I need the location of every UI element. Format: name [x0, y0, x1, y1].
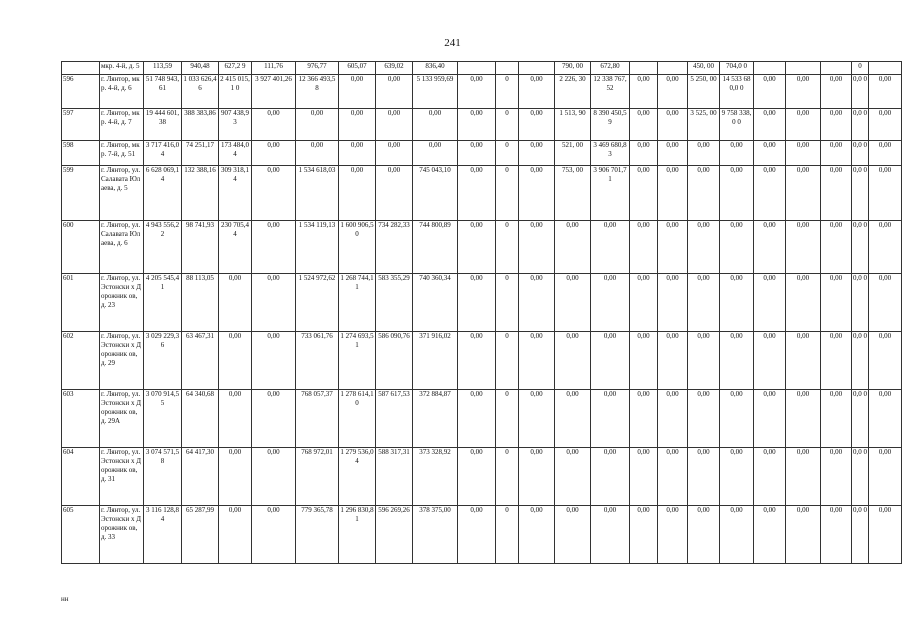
value-cell: 0,00: [658, 390, 688, 448]
value-cell: 6 628 069,14: [144, 166, 182, 221]
table-row: [62, 109, 902, 141]
table-row: [62, 390, 902, 448]
value-cell: 12 366 493,58: [296, 75, 339, 109]
value-cell: 0,00: [339, 109, 376, 141]
value-cell: 0,00: [252, 141, 296, 166]
value-cell: 0,00: [754, 332, 786, 390]
value-cell: 0,00: [591, 274, 630, 332]
row-number: 605: [62, 506, 100, 564]
value-cell: 0,00: [458, 332, 496, 390]
address-cell: г. Лянтор, мкр. 7-й, д. 51: [100, 141, 144, 166]
value-cell: 740 360,34: [413, 274, 458, 332]
address-cell: г. Лянтор, ул. Эстонски х Дорожник ов, д. 23: [100, 274, 144, 332]
value-cell: 0,00: [869, 141, 902, 166]
value-cell: 0,00: [821, 141, 852, 166]
value-cell: 0,00: [591, 390, 630, 448]
value-cell: 0,00: [786, 332, 821, 390]
value-cell: 1 296 830,81: [339, 506, 376, 564]
value-cell: 1 278 614,10: [339, 390, 376, 448]
value-cell: [458, 62, 496, 75]
value-cell: 0,00: [720, 166, 754, 221]
value-cell: 0,00: [786, 75, 821, 109]
value-cell: 0,00: [658, 221, 688, 274]
value-cell: 3 116 128,84: [144, 506, 182, 564]
value-cell: 0,00: [754, 448, 786, 506]
value-cell: 0,00: [339, 75, 376, 109]
value-cell: 0,00: [458, 166, 496, 221]
value-cell: 0: [496, 166, 519, 221]
value-cell: 0,00: [630, 166, 658, 221]
value-cell: 1 033 626,46: [182, 75, 219, 109]
address-cell: г. Лянтор, ул. Эстонски х Дорожник ов, д. 31: [100, 448, 144, 506]
table-row: [62, 75, 902, 109]
value-cell: 0,00: [720, 390, 754, 448]
value-cell: 588 317,31: [376, 448, 413, 506]
value-cell: 672,80: [591, 62, 630, 75]
value-cell: 0,00: [869, 274, 902, 332]
value-cell: [754, 62, 786, 75]
value-cell: [869, 62, 902, 75]
value-cell: 2 226, 30: [555, 75, 591, 109]
value-cell: 0,00: [252, 390, 296, 448]
value-cell: 0,00: [720, 448, 754, 506]
value-cell: 74 251,17: [182, 141, 219, 166]
value-cell: 111,76: [252, 62, 296, 75]
value-cell: 0,00: [519, 141, 555, 166]
value-cell: 0,00: [786, 221, 821, 274]
value-cell: 0,00: [630, 75, 658, 109]
value-cell: 3 927 401,26: [252, 75, 296, 109]
value-cell: 0,00: [339, 141, 376, 166]
value-cell: 745 043,10: [413, 166, 458, 221]
value-cell: 12 338 767,52: [591, 75, 630, 109]
value-cell: 0: [496, 141, 519, 166]
value-cell: 0,00: [821, 109, 852, 141]
value-cell: 0,00: [658, 274, 688, 332]
value-cell: 733 061,76: [296, 332, 339, 390]
value-cell: 2 415 015,1 0: [219, 75, 252, 109]
value-cell: 0,00: [296, 141, 339, 166]
value-cell: 0,00: [786, 506, 821, 564]
value-cell: 0,00: [754, 141, 786, 166]
value-cell: 0,00: [519, 274, 555, 332]
value-cell: 0,00: [869, 166, 902, 221]
footnote: нн: [61, 595, 69, 603]
value-cell: 779 365,78: [296, 506, 339, 564]
value-cell: 0,00: [458, 390, 496, 448]
table-row: [62, 166, 902, 221]
value-cell: 0,00: [252, 166, 296, 221]
value-cell: 0,00: [688, 506, 720, 564]
value-cell: 0,00: [720, 274, 754, 332]
value-cell: 0,00: [458, 141, 496, 166]
value-cell: 1 534 618,03: [296, 166, 339, 221]
value-cell: 0,00: [754, 390, 786, 448]
value-cell: 0,00: [658, 109, 688, 141]
value-cell: 0,00: [413, 109, 458, 141]
value-cell: 768 057,37: [296, 390, 339, 448]
value-cell: 0,00: [519, 221, 555, 274]
table-row: [62, 506, 902, 564]
value-cell: 450, 00: [688, 62, 720, 75]
value-cell: 0,00: [591, 221, 630, 274]
value-cell: 768 972,01: [296, 448, 339, 506]
value-cell: 0,00: [821, 75, 852, 109]
value-cell: 64 417,30: [182, 448, 219, 506]
value-cell: 0,00: [519, 332, 555, 390]
value-cell: 0: [496, 221, 519, 274]
value-cell: 0,00: [555, 506, 591, 564]
address-cell: г. Лянтор, мкр. 4-й, д. 6: [100, 75, 144, 109]
value-cell: 0,00: [376, 141, 413, 166]
value-cell: 88 113,05: [182, 274, 219, 332]
value-cell: 0,00: [519, 166, 555, 221]
value-cell: 0,0 0: [852, 448, 869, 506]
value-cell: 0,0 0: [852, 75, 869, 109]
value-cell: [630, 62, 658, 75]
value-cell: 388 383,86: [182, 109, 219, 141]
value-cell: 0,00: [519, 506, 555, 564]
address-cell: г. Лянтор, ул. Эстонски х Дорожник ов, д. 33: [100, 506, 144, 564]
value-cell: 0,0 0: [852, 274, 869, 332]
value-cell: 0,00: [658, 141, 688, 166]
value-cell: 0,00: [786, 390, 821, 448]
value-cell: 3 717 416,04: [144, 141, 182, 166]
table-row: [62, 332, 902, 390]
value-cell: 0,00: [720, 332, 754, 390]
value-cell: 744 800,89: [413, 221, 458, 274]
value-cell: 0,00: [519, 448, 555, 506]
address-cell: г. Лянтор, ул. Салавата Юлаева, д. 6: [100, 221, 144, 274]
value-cell: 0,00: [754, 109, 786, 141]
value-cell: 627,2 9: [219, 62, 252, 75]
value-cell: 0: [496, 332, 519, 390]
value-cell: 587 617,53: [376, 390, 413, 448]
value-cell: 1 524 972,62: [296, 274, 339, 332]
row-number: 603: [62, 390, 100, 448]
value-cell: 0,0 0: [852, 390, 869, 448]
row-number: 597: [62, 109, 100, 141]
value-cell: 0,00: [754, 75, 786, 109]
value-cell: 0,00: [821, 390, 852, 448]
value-cell: 0,00: [688, 448, 720, 506]
value-cell: 0,00: [869, 75, 902, 109]
value-cell: 0,00: [219, 506, 252, 564]
value-cell: 0,00: [458, 221, 496, 274]
value-cell: 0,00: [555, 221, 591, 274]
value-cell: 0,00: [658, 448, 688, 506]
value-cell: 230 705,4 4: [219, 221, 252, 274]
value-cell: 0,00: [252, 448, 296, 506]
value-cell: 734 282,33: [376, 221, 413, 274]
value-cell: 0,00: [720, 221, 754, 274]
table-row: [62, 62, 902, 75]
value-cell: 4 943 556,22: [144, 221, 182, 274]
value-cell: 0,00: [786, 274, 821, 332]
value-cell: 378 375,00: [413, 506, 458, 564]
value-cell: 0,00: [219, 332, 252, 390]
value-cell: 0,00: [591, 332, 630, 390]
value-cell: 0,0 0: [852, 221, 869, 274]
value-cell: 0,00: [555, 390, 591, 448]
value-cell: 0,00: [786, 448, 821, 506]
value-cell: 521, 00: [555, 141, 591, 166]
value-cell: 5 133 959,69: [413, 75, 458, 109]
value-cell: 0,00: [458, 75, 496, 109]
value-cell: 0,00: [630, 390, 658, 448]
value-cell: 753, 00: [555, 166, 591, 221]
value-cell: 64 340,68: [182, 390, 219, 448]
value-cell: 373 328,92: [413, 448, 458, 506]
value-cell: 639,02: [376, 62, 413, 75]
value-cell: 0,00: [688, 390, 720, 448]
value-cell: 940,48: [182, 62, 219, 75]
value-cell: 0,00: [786, 166, 821, 221]
value-cell: 3 525, 00: [688, 109, 720, 141]
value-cell: 1 600 906,50: [339, 221, 376, 274]
value-cell: 0,00: [376, 109, 413, 141]
value-cell: 0,00: [869, 109, 902, 141]
value-cell: 0,00: [821, 166, 852, 221]
value-cell: 0,00: [688, 274, 720, 332]
value-cell: 0,00: [252, 332, 296, 390]
value-cell: 0,00: [458, 506, 496, 564]
value-cell: 0,00: [219, 390, 252, 448]
value-cell: 0,00: [630, 332, 658, 390]
value-cell: 0,00: [458, 448, 496, 506]
value-cell: 0,00: [339, 166, 376, 221]
value-cell: 0,00: [376, 75, 413, 109]
value-cell: 8 390 450,59: [591, 109, 630, 141]
value-cell: 0,00: [296, 109, 339, 141]
value-cell: 371 916,02: [413, 332, 458, 390]
address-cell: г. Лянтор, мкр. 4-й, д. 7: [100, 109, 144, 141]
value-cell: 9 758 338,0 0: [720, 109, 754, 141]
value-cell: 19 444 601,38: [144, 109, 182, 141]
value-cell: 596 269,26: [376, 506, 413, 564]
value-cell: 0,00: [519, 390, 555, 448]
value-cell: 0,0 0: [852, 332, 869, 390]
value-cell: 65 287,99: [182, 506, 219, 564]
value-cell: 0,00: [519, 109, 555, 141]
value-cell: 14 533 680,0 0: [720, 75, 754, 109]
row-number: [62, 62, 100, 75]
row-number: 602: [62, 332, 100, 390]
table-row: [62, 448, 902, 506]
value-cell: 0,00: [519, 75, 555, 109]
row-number: 601: [62, 274, 100, 332]
value-cell: 0,00: [555, 332, 591, 390]
value-cell: 0,00: [252, 506, 296, 564]
value-cell: 3 029 229,36: [144, 332, 182, 390]
value-cell: 0: [496, 506, 519, 564]
value-cell: 51 748 943,61: [144, 75, 182, 109]
value-cell: 3 070 914,55: [144, 390, 182, 448]
value-cell: 4 205 545,41: [144, 274, 182, 332]
value-cell: 0,00: [821, 506, 852, 564]
value-cell: 1 513, 90: [555, 109, 591, 141]
value-cell: 113,59: [144, 62, 182, 75]
value-cell: 3 074 571,58: [144, 448, 182, 506]
value-cell: 0,00: [869, 332, 902, 390]
value-cell: 0,00: [252, 109, 296, 141]
value-cell: 0,00: [688, 332, 720, 390]
value-cell: 790, 00: [555, 62, 591, 75]
value-cell: 0,00: [821, 448, 852, 506]
value-cell: 583 355,29: [376, 274, 413, 332]
value-cell: 0,00: [555, 448, 591, 506]
value-cell: 0,00: [720, 506, 754, 564]
value-cell: 0: [496, 274, 519, 332]
value-cell: 704,0 0: [720, 62, 754, 75]
value-cell: 0,00: [219, 274, 252, 332]
address-cell: мкр. 4-й, д. 5: [100, 62, 144, 75]
value-cell: 0,00: [630, 448, 658, 506]
value-cell: 132 388,16: [182, 166, 219, 221]
value-cell: 309 318,1 4: [219, 166, 252, 221]
value-cell: 0,00: [630, 141, 658, 166]
value-cell: 5 250, 00: [688, 75, 720, 109]
value-cell: 3 469 680,83: [591, 141, 630, 166]
row-number: 596: [62, 75, 100, 109]
value-cell: [519, 62, 555, 75]
value-cell: 0,00: [591, 448, 630, 506]
value-cell: 0,00: [869, 221, 902, 274]
value-cell: 3 906 701,71: [591, 166, 630, 221]
value-cell: 0,00: [555, 274, 591, 332]
value-cell: 0,00: [630, 506, 658, 564]
value-cell: 0,00: [754, 166, 786, 221]
row-number: 600: [62, 221, 100, 274]
value-cell: 0,00: [754, 221, 786, 274]
value-cell: 0,00: [821, 274, 852, 332]
value-cell: 0,0 0: [852, 506, 869, 564]
table-row: [62, 141, 902, 166]
page-number: 241: [444, 37, 461, 49]
value-cell: 0,00: [630, 221, 658, 274]
value-cell: 0: [496, 390, 519, 448]
address-cell: г. Лянтор, ул. Эстонски х Дорожник ов, д. 29: [100, 332, 144, 390]
value-cell: 0,00: [413, 141, 458, 166]
value-cell: [786, 62, 821, 75]
value-cell: 173 484,0 4: [219, 141, 252, 166]
value-cell: 586 090,76: [376, 332, 413, 390]
housing-repair-table: [61, 61, 902, 564]
value-cell: 0,00: [658, 166, 688, 221]
table-row: [62, 274, 902, 332]
value-cell: 98 741,93: [182, 221, 219, 274]
value-cell: 0,0 0: [852, 141, 869, 166]
value-cell: 907 438,9 3: [219, 109, 252, 141]
value-cell: 0,00: [658, 75, 688, 109]
value-cell: 0,00: [458, 274, 496, 332]
table-body: [62, 62, 902, 564]
value-cell: 63 467,31: [182, 332, 219, 390]
value-cell: 0,00: [658, 332, 688, 390]
value-cell: 0,00: [869, 506, 902, 564]
value-cell: 0: [496, 109, 519, 141]
value-cell: 0,00: [821, 332, 852, 390]
value-cell: 0,00: [591, 506, 630, 564]
value-cell: 0,00: [754, 506, 786, 564]
value-cell: 0: [496, 448, 519, 506]
value-cell: 0,00: [252, 274, 296, 332]
value-cell: 0,00: [786, 109, 821, 141]
value-cell: 0,00: [754, 274, 786, 332]
value-cell: 0: [852, 62, 869, 75]
value-cell: [496, 62, 519, 75]
value-cell: 836,40: [413, 62, 458, 75]
value-cell: 0,00: [786, 141, 821, 166]
value-cell: 0,00: [688, 166, 720, 221]
address-cell: г. Лянтор, ул. Салавата Юлаева, д. 5: [100, 166, 144, 221]
value-cell: 1 534 119,13: [296, 221, 339, 274]
value-cell: 0: [496, 75, 519, 109]
value-cell: 0,00: [458, 109, 496, 141]
row-number: 598: [62, 141, 100, 166]
value-cell: 0,00: [821, 221, 852, 274]
value-cell: 0,00: [869, 390, 902, 448]
value-cell: 0,00: [219, 448, 252, 506]
value-cell: [821, 62, 852, 75]
value-cell: 372 884,87: [413, 390, 458, 448]
value-cell: 0,00: [376, 166, 413, 221]
value-cell: 0,0 0: [852, 109, 869, 141]
value-cell: 1 274 693,51: [339, 332, 376, 390]
value-cell: 0,00: [658, 506, 688, 564]
value-cell: 1 268 744,11: [339, 274, 376, 332]
value-cell: 0,00: [688, 221, 720, 274]
value-cell: 0,00: [720, 141, 754, 166]
value-cell: 605,07: [339, 62, 376, 75]
value-cell: 0,00: [252, 221, 296, 274]
value-cell: 0,00: [630, 274, 658, 332]
value-cell: 0,00: [869, 448, 902, 506]
value-cell: [658, 62, 688, 75]
value-cell: 0,00: [688, 141, 720, 166]
value-cell: 1 279 536,04: [339, 448, 376, 506]
value-cell: 0,00: [630, 109, 658, 141]
address-cell: г. Лянтор, ул. Эстонски х Дорожник ов, д. 29А: [100, 390, 144, 448]
value-cell: 0,0 0: [852, 166, 869, 221]
table-row: [62, 221, 902, 274]
row-number: 599: [62, 166, 100, 221]
value-cell: 976,77: [296, 62, 339, 75]
row-number: 604: [62, 448, 100, 506]
